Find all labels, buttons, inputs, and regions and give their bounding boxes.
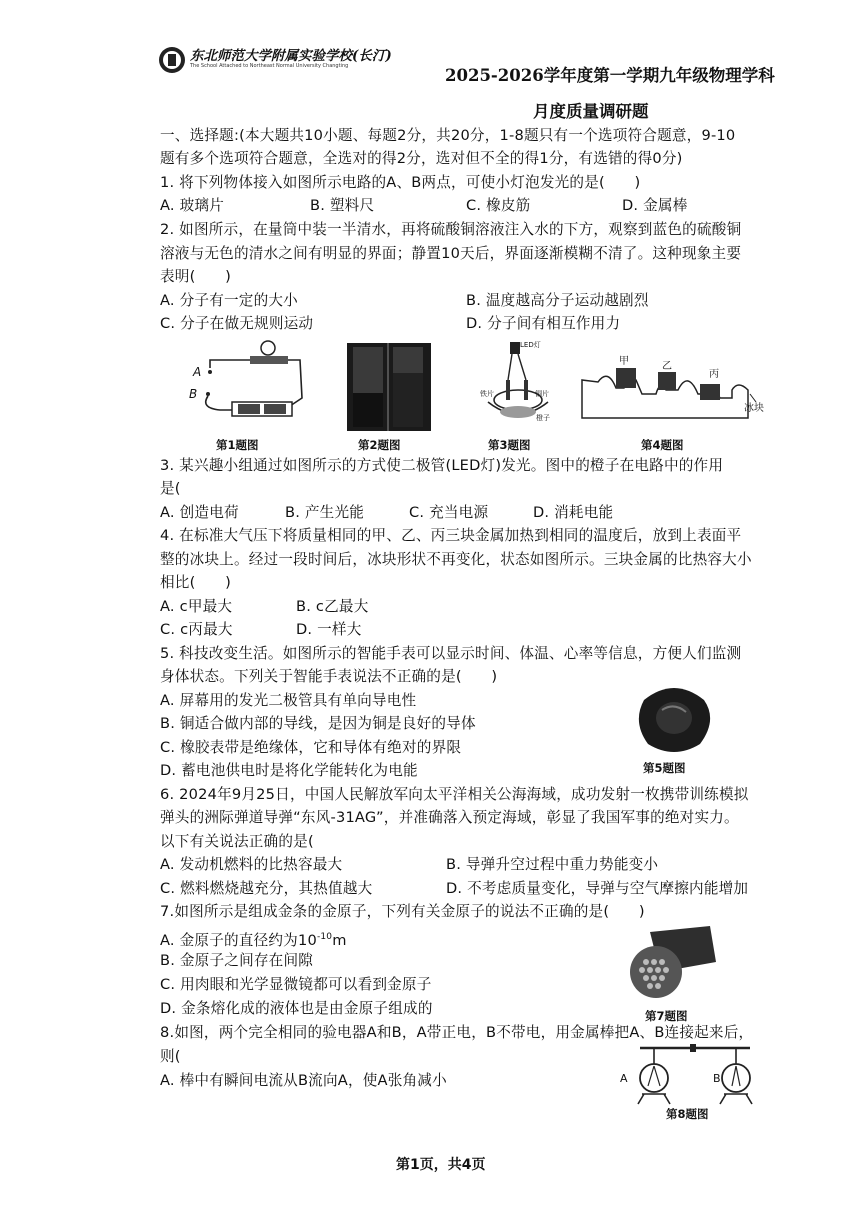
figure-8-electroscopes bbox=[620, 1042, 770, 1106]
q6-stem-cont: 弹头的洲际弹道导弹“东风-31AG”，并准确落入预定海域，彰显了我国军事的绝对实力。 bbox=[160, 809, 739, 826]
fig3-label-iron: 铁片 bbox=[480, 390, 494, 398]
q5-option-a: A. 屏幕用的发光二极管具有单向导电性 bbox=[160, 692, 417, 709]
q7-option-a-text: A. 金原子的直径约为10 bbox=[160, 931, 317, 949]
fig8-label-b: B bbox=[713, 1072, 721, 1085]
fig4-label-ice: 冰块 bbox=[744, 403, 764, 414]
q2-stem: 2. 如图所示，在量筒中装一半清水，再将硫酸铜溶液注入水的下方，观察到蓝色的硫酸铜 bbox=[160, 221, 742, 238]
q6-option-a: A. 发动机燃料的比热容最大 bbox=[160, 856, 343, 873]
q2-option-d: D. 分子间有相互作用力 bbox=[466, 315, 621, 332]
q3-option-a: A. 创造电荷 bbox=[160, 504, 239, 521]
q3-stem-end: 是( bbox=[160, 480, 181, 497]
q8-stem-end: 则( bbox=[160, 1048, 181, 1065]
q7-option-b: B. 金原子之间存在间隙 bbox=[160, 952, 314, 969]
q1-stem: 1. 将下列物体接入如图所示电路的A、B两点，可使小灯泡发光的是( ) bbox=[160, 174, 641, 191]
school-name: 东北师范大学附属实验学校(长汀) bbox=[190, 48, 392, 64]
q7-stem: 7.如图所示是组成金条的金原子，下列有关金原子的说法不正确的是( ) bbox=[160, 903, 645, 920]
fig8-label-a: A bbox=[620, 1072, 628, 1085]
q2-stem-cont: 溶液与无色的清水之间有明显的界面；静置10天后，界面逐渐模糊不清了。这种现象主要 bbox=[160, 245, 742, 262]
q6-stem-end: 以下有关说法正确的是( bbox=[160, 833, 314, 850]
q6-option-b: B. 导弹升空过程中重力势能变小 bbox=[446, 856, 659, 873]
q1-option-a: A. 玻璃片 bbox=[160, 197, 224, 214]
fig4-label-jia: 甲 bbox=[619, 356, 629, 367]
q3-option-c: C. 充当电源 bbox=[409, 504, 489, 521]
q6-option-c: C. 燃料燃烧越充分，其热值越大 bbox=[160, 880, 373, 897]
q2-option-c: C. 分子在做无规则运动 bbox=[160, 315, 314, 332]
q4-stem: 4. 在标准大气压下将质量相同的甲、乙、丙三块金属加热到相同的温度后，放到上表面平 bbox=[160, 527, 742, 544]
fig3-label-copper: 铜片 bbox=[535, 390, 549, 398]
figure-1-circuit bbox=[180, 338, 330, 428]
q2-option-a: A. 分子有一定的大小 bbox=[160, 292, 298, 309]
section-heading: 一、选择题:(本大题共10小题、每题2分，共20分，1-8题只有一个选项符合题意，9-10 bbox=[160, 127, 736, 144]
q5-option-d: D. 蓄电池供电时是将化学能转化为电能 bbox=[160, 762, 418, 779]
q7-option-a-unit: m bbox=[332, 931, 347, 949]
q7-option-a bbox=[160, 926, 347, 952]
school-emblem-icon bbox=[157, 45, 187, 75]
q4-option-a: A. c甲最大 bbox=[160, 598, 233, 615]
q2-stem-end: 表明( ) bbox=[160, 268, 231, 285]
q4-stem-cont: 整的冰块上。经过一段时间后，冰块形状不再变化，状态如图所示。三块金属的比热容大小 bbox=[160, 551, 752, 568]
figure-3-caption: 第3题图 bbox=[488, 438, 531, 452]
q7-option-d: D. 金条熔化成的液体也是由金原子组成的 bbox=[160, 1000, 433, 1017]
q8-option-a: A. 棒中有瞬间电流从B流向A，使A张角减小 bbox=[160, 1072, 447, 1089]
section-heading-cont: 题有多个选项符合题意，全选对的得2分，选对但不全的得1分，有选错的得0分) bbox=[160, 150, 683, 167]
figure-2-photo bbox=[347, 343, 431, 431]
q5-stem-cont: 身体状态。下列关于智能手表说法不正确的是( ) bbox=[160, 668, 498, 685]
page-title: 2025-2026学年度第一学期九年级物理学科 bbox=[445, 66, 775, 85]
q4-option-c: C. c丙最大 bbox=[160, 621, 233, 638]
figure-5-caption: 第5题图 bbox=[643, 761, 686, 775]
figure-4-caption: 第4题图 bbox=[641, 438, 684, 452]
figure-7-gold-atoms bbox=[620, 922, 720, 1004]
figure-1-caption: 第1题图 bbox=[216, 438, 259, 452]
figure-5-smartwatch bbox=[634, 680, 714, 756]
q5-option-c: C. 橡胶表带是绝缘体，它和导体有绝对的界限 bbox=[160, 739, 462, 756]
figure-7-caption: 第7题图 bbox=[645, 1009, 688, 1023]
figure-2-caption: 第2题图 bbox=[358, 438, 401, 452]
fig4-label-yi: 乙 bbox=[662, 361, 672, 372]
q4-option-d: D. 一样大 bbox=[296, 621, 362, 638]
fig1-label-a: A bbox=[193, 365, 202, 379]
q7-option-a-exponent: -10 bbox=[316, 932, 333, 942]
q5-option-b: B. 铜适合做内部的导线，是因为铜是良好的导体 bbox=[160, 715, 476, 732]
page-subtitle: 月度质量调研题 bbox=[533, 102, 649, 121]
q3-stem: 3. 某兴趣小组通过如图所示的方式使二极管(LED灯)发光。图中的橙子在电路中的作用 bbox=[160, 457, 724, 474]
q3-option-d: D. 消耗电能 bbox=[533, 504, 614, 521]
fig3-label-led: LED灯 bbox=[520, 341, 541, 349]
q3-option-b: B. 产生光能 bbox=[285, 504, 365, 521]
q8-stem: 8.如图，两个完全相同的验电器A和B，A带正电，B不带电，用金属棒把A、B连接起来后， bbox=[160, 1024, 754, 1041]
q7-option-c: C. 用肉眼和光学显微镜都可以看到金原子 bbox=[160, 976, 432, 993]
page-number: 第1页，共4页 bbox=[396, 1157, 486, 1173]
q4-option-b: B. c乙最大 bbox=[296, 598, 369, 615]
fig4-label-bing: 丙 bbox=[709, 369, 719, 380]
q1-option-b: B. 塑料尺 bbox=[310, 197, 375, 214]
q6-stem: 6. 2024年9月25日，中国人民解放军向太平洋相关公海海域，成功发射一枚携带训练模拟 bbox=[160, 786, 749, 803]
fig1-label-b: B bbox=[189, 387, 198, 401]
fig3-label-orange: 橙子 bbox=[536, 414, 550, 422]
q2-option-b: B. 温度越高分子运动越剧烈 bbox=[466, 292, 649, 309]
q1-option-c: C. 橡皮筋 bbox=[466, 197, 531, 214]
q6-option-d: D. 不考虑质量变化，导弹与空气摩擦内能增加 bbox=[446, 880, 749, 897]
q1-option-d: D. 金属棒 bbox=[622, 197, 688, 214]
q4-stem-end: 相比( ) bbox=[160, 574, 231, 591]
school-name-en: The School Attached to Northeast Normal University Changting bbox=[190, 63, 349, 69]
q5-stem: 5. 科技改变生活。如图所示的智能手表可以显示时间、体温、心率等信息，方便人们监测 bbox=[160, 645, 742, 662]
figure-8-caption: 第8题图 bbox=[666, 1107, 709, 1121]
